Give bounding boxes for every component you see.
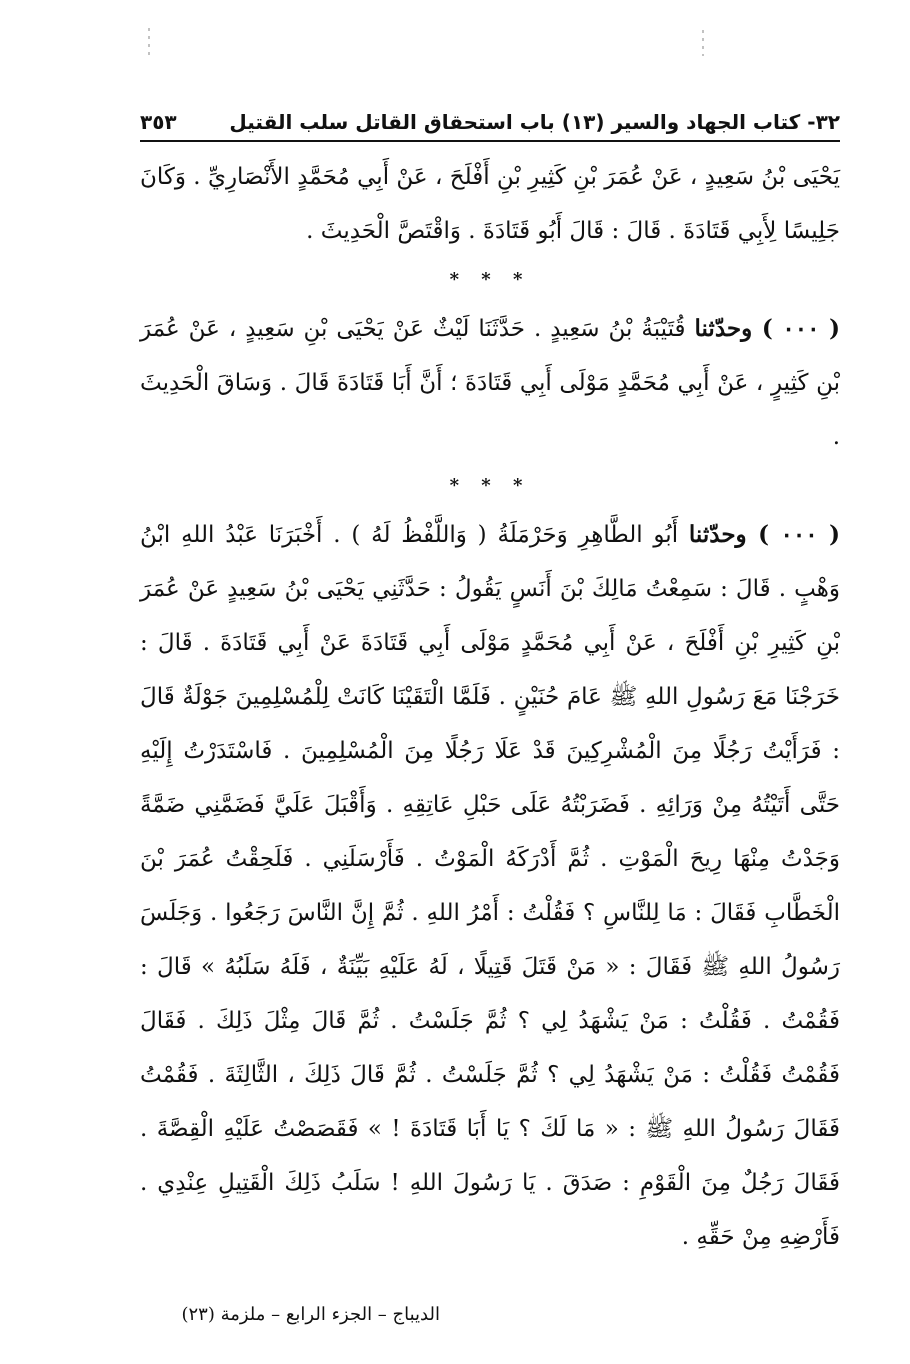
section-separator-2: * * *: [449, 475, 531, 496]
scan-mark-left: [148, 28, 150, 56]
paragraph-1: يَحْيَى بْنُ سَعِيدٍ ، عَنْ عُمَرَ بْنِ كَثِيرِ بْنِ أَفْلَحَ ، عَنْ أَبِي مُحَمَّدٍ الأَنْصَارِيِّ . وَكَانَ جَلِيسًا لِأَبِي قَتَادَةَ . قَالَ : قَالَ أَبُو قَتَادَةَ . وَاقْتَصَّ الْحَدِيثَ .: [140, 164, 840, 244]
paragraph-2: [140, 302, 840, 464]
chapter-title: ٣٢- كتاب الجهاد والسير (١٣) باب استحقاق القاتل سلب القتيل: [229, 110, 840, 134]
main-text: [140, 150, 840, 1264]
section-separator-1: * * *: [449, 269, 531, 290]
signature-mark: الديباج – الجزء الرابع – ملزمة (٢٣): [181, 1304, 440, 1325]
running-header: [140, 94, 840, 134]
hadith-number-lead-2: ( ٠٠٠ ) وحدّثنا: [694, 315, 840, 342]
paragraph-3-text: أَبُو الطَّاهِرِ وَحَرْمَلَةُ ( وَاللَّفْظُ لَهُ ) . أَخْبَرَنَا عَبْدُ اللهِ ابْنُ وَهْبٍ . قَالَ : سَمِعْتُ مَالِكَ بْنَ أَنَسٍ يَقُولُ : حَدَّثَنِي يَحْيَى بْنُ سَعِيدٍ عَنْ عُمَرَ بْنِ كَثِيرِ بْنِ أَفْلَحَ ، عَنْ أَبِي مُحَمَّدٍ مَوْلَى أَبِي قَتَادَةَ عَنْ أَبِي قَتَادَةَ . قَالَ : خَرَجْنَا مَعَ رَسُولِ اللهِ ﷺ عَامَ حُنَيْنٍ . فَلَمَّا الْتَقَيْنَا كَانَتْ لِلْمُسْلِمِينَ جَوْلَةٌ قَالَ : فَرَأَيْتُ رَجُلًا مِنَ الْمُشْرِكِينَ قَدْ عَلَا رَجُلًا مِنَ الْمُسْلِمِينَ . فَاسْتَدَرْتُ إِلَيْهِ حَتَّى أَتَيْتُهُ مِنْ وَرَائِهِ . فَضَرَبْتُهُ عَلَى حَبْلِ عَاتِقِهِ . وَأَقْبَلَ عَلَيَّ فَضَمَّنِي ضَمَّةً وَجَدْتُ مِنْهَا رِيحَ الْمَوْتِ . ثُمَّ أَدْرَكَهُ الْمَوْتُ . فَأَرْسَلَنِي . فَلَحِقْتُ عُمَرَ بْنَ الْخَطَّابِ فَقَالَ : مَا لِلنَّاسِ ؟ فَقُلْتُ : أَمْرُ اللهِ . ثُمَّ إِنَّ النَّاسَ رَجَعُوا . وَجَلَسَ رَسُولُ اللهِ ﷺ فَقَالَ : « مَنْ قَتَلَ قَتِيلًا ، لَهُ عَلَيْهِ بَيِّنَةٌ ، فَلَهُ سَلَبُهُ » قَالَ : فَقُمْتُ . فَقُلْتُ : مَنْ يَشْهَدُ لِي ؟ ثُمَّ جَلَسْتُ . ثُمَّ قَالَ مِثْلَ ذَلِكَ . فَقَالَ فَقُمْتُ فَقُلْتُ : مَنْ يَشْهَدُ لِي ؟ ثُمَّ جَلَسْتُ . ثُمَّ قَالَ ذَلِكَ ، الثَّالِثَةَ . فَقُمْتُ فَقَالَ رَسُولُ اللهِ ﷺ : « مَا لَكَ ؟ يَا أَبَا قَتَادَةَ ! » فَقَصَصْتُ عَلَيْهِ الْقِصَّةَ . فَقَالَ رَجُلٌ مِنَ الْقَوْمِ : صَدَقَ . يَا رَسُولَ اللهِ ! سَلَبُ ذَلِكَ الْقَتِيلِ عِنْدِي . فَأَرْضِهِ مِنْ حَقِّهِ .: [140, 522, 840, 1250]
scan-mark-right: [702, 30, 704, 56]
header-rule: [140, 140, 840, 142]
paragraph-3: [140, 508, 840, 1264]
hadith-number-lead-3: ( ٠٠٠ ) وحدّثنا: [688, 521, 840, 548]
page-number: ٣٥٣: [140, 110, 177, 134]
paragraph-2-text: قُتَيْبَةُ بْنُ سَعِيدٍ . حَدَّثَنَا لَيْثٌ عَنْ يَحْيَى بْنِ سَعِيدٍ ، عَنْ عُمَرَ بْنِ كَثِيرٍ ، عَنْ أَبِي مُحَمَّدٍ مَوْلَى أَبِي قَتَادَةَ ؛ أَنَّ أَبَا قَتَادَةَ قَالَ . وَسَاقَ الْحَدِيثَ .: [140, 316, 840, 450]
